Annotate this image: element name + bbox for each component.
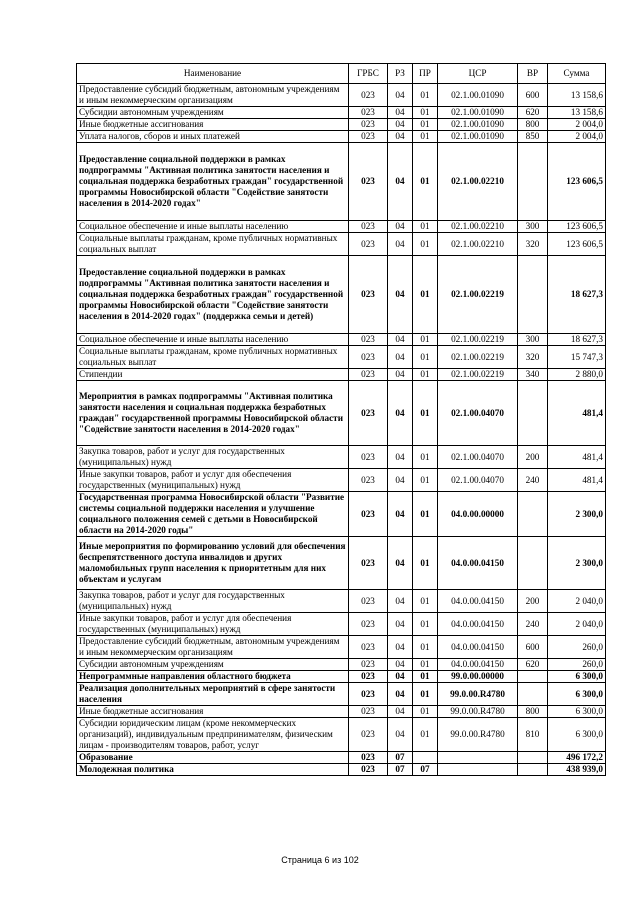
table-row [77,590,606,613]
cell-vr: 810 [518,718,548,752]
cell-csr: 02.1.00.02219 [438,346,518,369]
cell-pr: 01 [413,381,438,446]
cell-csr: 02.1.00.02210 [438,233,518,256]
cell-vr [518,143,548,221]
cell-name: Государственная программа Новосибирской области "Развитие системы социальной поддержки населения и улучшение социального положения семей с детьми в Новосибирской области на 2014-2020 годы" [77,492,349,537]
table-row [77,381,606,446]
cell-sum: 438 939,0 [548,764,606,776]
cell-grbs: 023 [349,613,388,636]
budget-table [76,63,606,776]
cell-rz: 04 [388,119,413,131]
cell-pr: 01 [413,143,438,221]
cell-name: Иные закупки товаров, работ и услуг для обеспечения государственных (муниципальных) нужд [77,469,349,492]
cell-grbs: 023 [349,369,388,381]
table-header-row [77,64,606,84]
table-row [77,659,606,671]
cell-rz: 04 [388,256,413,334]
table-row [77,221,606,233]
cell-vr: 320 [518,233,548,256]
cell-csr: 02.1.00.04070 [438,446,518,469]
cell-grbs: 023 [349,334,388,346]
cell-rz: 04 [388,346,413,369]
cell-pr: 01 [413,492,438,537]
cell-grbs: 023 [349,84,388,107]
cell-rz: 04 [388,718,413,752]
cell-vr: 300 [518,334,548,346]
cell-grbs: 023 [349,718,388,752]
cell-grbs: 023 [349,233,388,256]
cell-sum: 18 627,3 [548,256,606,334]
table-row [77,84,606,107]
cell-rz: 04 [388,659,413,671]
cell-sum: 2 880,0 [548,369,606,381]
cell-sum: 6 300,0 [548,718,606,752]
cell-rz: 04 [388,469,413,492]
table-row [77,143,606,221]
cell-rz: 04 [388,221,413,233]
cell-vr: 300 [518,221,548,233]
cell-name: Предоставление социальной поддержки в рамках подпрограммы "Активная политика занятости населения и социальная поддержка безработных граждан" государственной программы Новосибирской области "Содействие занятости населения в 2014-2020 годах" (поддержка семьи и детей) [77,256,349,334]
table-row [77,636,606,659]
table-row [77,683,606,706]
cell-vr [518,256,548,334]
cell-name: Иные закупки товаров, работ и услуг для обеспечения государственных (муниципальных) нужд [77,613,349,636]
cell-sum: 13 158,6 [548,107,606,119]
cell-rz: 04 [388,537,413,590]
cell-csr: 99.0.00.00000 [438,671,518,683]
cell-grbs: 023 [349,671,388,683]
table-row [77,107,606,119]
cell-grbs: 023 [349,221,388,233]
table-row [77,446,606,469]
cell-name: Реализация дополнительных мероприятий в сфере занятости населения [77,683,349,706]
cell-pr: 01 [413,537,438,590]
cell-pr: 01 [413,636,438,659]
table-row [77,752,606,764]
cell-csr: 99.0.00.R4780 [438,718,518,752]
table-row [77,706,606,718]
cell-csr: 02.1.00.04070 [438,381,518,446]
cell-pr: 01 [413,107,438,119]
header-vr: ВР [518,64,548,84]
cell-vr: 850 [518,131,548,143]
cell-pr: 01 [413,613,438,636]
cell-sum: 2 300,0 [548,492,606,537]
cell-csr: 04.0.00.04150 [438,613,518,636]
cell-name: Иные мероприятия по формированию условий для обеспечения беспрепятственного доступа инвалидов и других маломобильных групп населения к приоритетным для них объектам и услугам [77,537,349,590]
cell-grbs: 023 [349,636,388,659]
cell-name: Субсидии автономным учреждениям [77,659,349,671]
cell-name: Иные бюджетные ассигнования [77,119,349,131]
header-csr: ЦСР [438,64,518,84]
cell-sum: 6 300,0 [548,671,606,683]
cell-sum: 123 606,5 [548,233,606,256]
cell-grbs: 023 [349,381,388,446]
cell-vr: 620 [518,659,548,671]
cell-pr: 01 [413,706,438,718]
table-row [77,671,606,683]
header-sum: Сумма [548,64,606,84]
cell-name: Закупка товаров, работ и услуг для государственных (муниципальных) нужд [77,446,349,469]
cell-grbs: 023 [349,446,388,469]
cell-sum: 123 606,5 [548,221,606,233]
header-rz: РЗ [388,64,413,84]
cell-rz: 04 [388,590,413,613]
cell-pr: 01 [413,469,438,492]
cell-grbs: 023 [349,131,388,143]
cell-name: Социальное обеспечение и иные выплаты населению [77,221,349,233]
cell-rz: 04 [388,636,413,659]
cell-pr: 07 [413,764,438,776]
cell-grbs: 023 [349,107,388,119]
cell-vr [518,381,548,446]
cell-vr: 200 [518,446,548,469]
page-footer: Страница 6 из 102 [281,855,359,865]
cell-sum: 2 300,0 [548,537,606,590]
cell-csr: 04.0.00.04150 [438,537,518,590]
cell-name: Иные бюджетные ассигнования [77,706,349,718]
cell-name: Молодежная политика [77,764,349,776]
cell-sum: 6 300,0 [548,683,606,706]
table-row [77,131,606,143]
cell-csr: 02.1.00.02219 [438,334,518,346]
table-body [77,84,606,776]
cell-pr: 01 [413,659,438,671]
cell-pr: 01 [413,590,438,613]
cell-pr: 01 [413,84,438,107]
cell-grbs: 023 [349,706,388,718]
cell-sum: 15 747,3 [548,346,606,369]
cell-vr [518,537,548,590]
cell-csr: 02.1.00.01090 [438,119,518,131]
table-row [77,369,606,381]
cell-sum: 6 300,0 [548,706,606,718]
table-row [77,346,606,369]
cell-name: Субсидии автономным учреждениям [77,107,349,119]
cell-vr: 340 [518,369,548,381]
cell-rz: 04 [388,683,413,706]
cell-grbs: 023 [349,469,388,492]
table-row [77,613,606,636]
cell-pr: 01 [413,221,438,233]
table-row [77,469,606,492]
cell-rz: 04 [388,84,413,107]
table-row [77,334,606,346]
cell-rz: 04 [388,107,413,119]
table-row [77,718,606,752]
cell-grbs: 023 [349,143,388,221]
cell-pr: 01 [413,131,438,143]
cell-grbs: 023 [349,256,388,334]
cell-csr: 04.0.00.00000 [438,492,518,537]
cell-grbs: 023 [349,537,388,590]
cell-pr: 01 [413,256,438,334]
cell-grbs: 023 [349,752,388,764]
cell-pr: 01 [413,346,438,369]
cell-sum: 481,4 [548,469,606,492]
table-row [77,492,606,537]
cell-name: Стипендии [77,369,349,381]
cell-vr: 600 [518,636,548,659]
table-row [77,119,606,131]
cell-csr: 04.0.00.04150 [438,590,518,613]
cell-name: Закупка товаров, работ и услуг для государственных (муниципальных) нужд [77,590,349,613]
cell-vr: 240 [518,613,548,636]
cell-grbs: 023 [349,590,388,613]
cell-vr: 620 [518,107,548,119]
cell-csr: 02.1.00.01090 [438,131,518,143]
cell-csr: 02.1.00.02210 [438,143,518,221]
cell-sum: 496 172,2 [548,752,606,764]
cell-sum: 2 040,0 [548,613,606,636]
cell-vr [518,752,548,764]
cell-vr: 800 [518,119,548,131]
cell-rz: 04 [388,131,413,143]
cell-name: Уплата налогов, сборов и иных платежей [77,131,349,143]
cell-sum: 260,0 [548,659,606,671]
cell-pr: 01 [413,334,438,346]
cell-grbs: 023 [349,346,388,369]
table-row [77,537,606,590]
cell-csr: 02.1.00.02219 [438,369,518,381]
cell-pr: 01 [413,718,438,752]
cell-name: Предоставление субсидий бюджетным, автономным учреждениям и иным некоммерческим организациям [77,84,349,107]
cell-rz: 04 [388,334,413,346]
cell-pr: 01 [413,671,438,683]
cell-pr: 01 [413,446,438,469]
cell-grbs: 023 [349,764,388,776]
cell-sum: 481,4 [548,446,606,469]
cell-csr [438,752,518,764]
cell-csr: 02.1.00.04070 [438,469,518,492]
cell-sum: 260,0 [548,636,606,659]
table-row [77,764,606,776]
cell-csr: 04.0.00.04150 [438,659,518,671]
cell-csr: 02.1.00.01090 [438,84,518,107]
cell-rz: 04 [388,446,413,469]
cell-name: Субсидии юридическим лицам (кроме некоммерческих организаций), индивидуальным предпринимателям, физическим лицам - производителям товаров, работ, услуг [77,718,349,752]
cell-grbs: 023 [349,659,388,671]
cell-pr: 01 [413,369,438,381]
cell-grbs: 023 [349,119,388,131]
cell-name: Предоставление субсидий бюджетным, автономным учреждениям и иным некоммерческим организациям [77,636,349,659]
cell-rz: 04 [388,381,413,446]
cell-csr: 99.0.00.R4780 [438,706,518,718]
cell-csr: 99.0.00.R4780 [438,683,518,706]
cell-rz: 04 [388,613,413,636]
cell-rz: 04 [388,671,413,683]
cell-csr: 02.1.00.02219 [438,256,518,334]
cell-rz: 04 [388,143,413,221]
cell-vr: 200 [518,590,548,613]
cell-sum: 2 004,0 [548,131,606,143]
cell-csr [438,764,518,776]
cell-vr [518,671,548,683]
cell-grbs: 023 [349,683,388,706]
cell-sum: 2 040,0 [548,590,606,613]
cell-name: Социальные выплаты гражданам, кроме публичных нормативных социальных выплат [77,346,349,369]
cell-name: Образование [77,752,349,764]
cell-rz: 04 [388,369,413,381]
cell-rz: 04 [388,706,413,718]
cell-csr: 02.1.00.01090 [438,107,518,119]
cell-pr [413,752,438,764]
cell-vr: 320 [518,346,548,369]
table-row [77,233,606,256]
cell-name: Предоставление социальной поддержки в рамках подпрограммы "Активная политика занятости населения и социальная поддержка безработных граждан" государственной программы Новосибирской области "Содействие занятости населения в 2014-2020 годах" [77,143,349,221]
cell-vr [518,683,548,706]
cell-rz: 04 [388,233,413,256]
cell-csr: 04.0.00.04150 [438,636,518,659]
cell-vr: 800 [518,706,548,718]
header-grbs: ГРБС [349,64,388,84]
table-row [77,256,606,334]
cell-csr: 02.1.00.02210 [438,221,518,233]
cell-vr: 600 [518,84,548,107]
cell-rz: 04 [388,492,413,537]
cell-rz: 07 [388,764,413,776]
cell-name: Непрограммные направления областного бюджета [77,671,349,683]
cell-name: Мероприятия в рамках подпрограммы "Активная политика занятости населения и социальная поддержка безработных граждан" государственной программы Новосибирской области "Содействие занятости населения в 2014-2020 годах" [77,381,349,446]
cell-vr: 240 [518,469,548,492]
cell-sum: 18 627,3 [548,334,606,346]
cell-sum: 123 606,5 [548,143,606,221]
header-pr: ПР [413,64,438,84]
cell-name: Социальное обеспечение и иные выплаты населению [77,334,349,346]
cell-name: Социальные выплаты гражданам, кроме публичных нормативных социальных выплат [77,233,349,256]
cell-vr [518,492,548,537]
cell-pr: 01 [413,233,438,256]
cell-grbs: 023 [349,492,388,537]
cell-sum: 2 004,0 [548,119,606,131]
cell-pr: 01 [413,683,438,706]
cell-sum: 481,4 [548,381,606,446]
cell-vr [518,764,548,776]
cell-pr: 01 [413,119,438,131]
cell-rz: 07 [388,752,413,764]
header-name: Наименование [77,64,349,84]
cell-sum: 13 158,6 [548,84,606,107]
